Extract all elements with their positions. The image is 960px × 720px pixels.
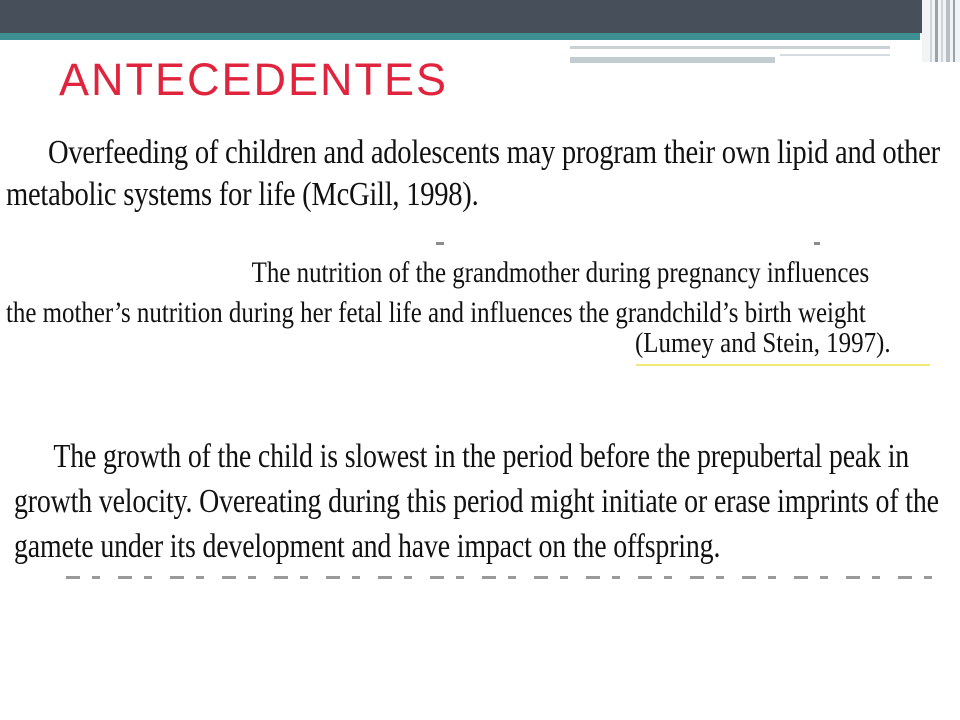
text-line: Overfeeding of children and adolescents may program their own lipid and other — [48, 134, 940, 171]
scan-artifact — [66, 576, 946, 579]
header-decor-line — [570, 46, 890, 49]
scanned-text-excerpt — [6, 116, 956, 582]
text-line: The growth of the child is slowest in the period before the prepubertal peak in — [53, 438, 910, 475]
citation-highlight — [636, 364, 930, 366]
text-line: metabolic systems for life (McGill, 1998). — [6, 176, 479, 213]
corner-frame-decoration — [922, 0, 960, 62]
header-decor-line — [780, 54, 890, 56]
scan-artifact — [436, 242, 444, 245]
slide-title: ANTECEDENTES — [59, 54, 449, 105]
text-line: the mother’s nutrition during her fetal life and influences the grandchild’s birth weight — [6, 296, 866, 329]
header-decor-line — [570, 57, 775, 63]
text-line: growth velocity. Overeating during this period might initiate or erase imprints of the — [14, 483, 939, 520]
text-line: The nutrition of the grandmother during pregnancy influences — [251, 256, 870, 289]
text-line: gamete under its development and have impact on the offspring. — [14, 528, 721, 565]
scan-artifact — [814, 242, 820, 245]
header-accent-line — [0, 33, 920, 40]
paragraph-grandmother — [6, 253, 870, 333]
paragraph-growth — [14, 434, 939, 569]
citation: (Lumey and Stein, 1997). — [635, 327, 891, 359]
slide-header-bar — [0, 0, 960, 33]
paragraph-overfeeding — [6, 132, 940, 216]
